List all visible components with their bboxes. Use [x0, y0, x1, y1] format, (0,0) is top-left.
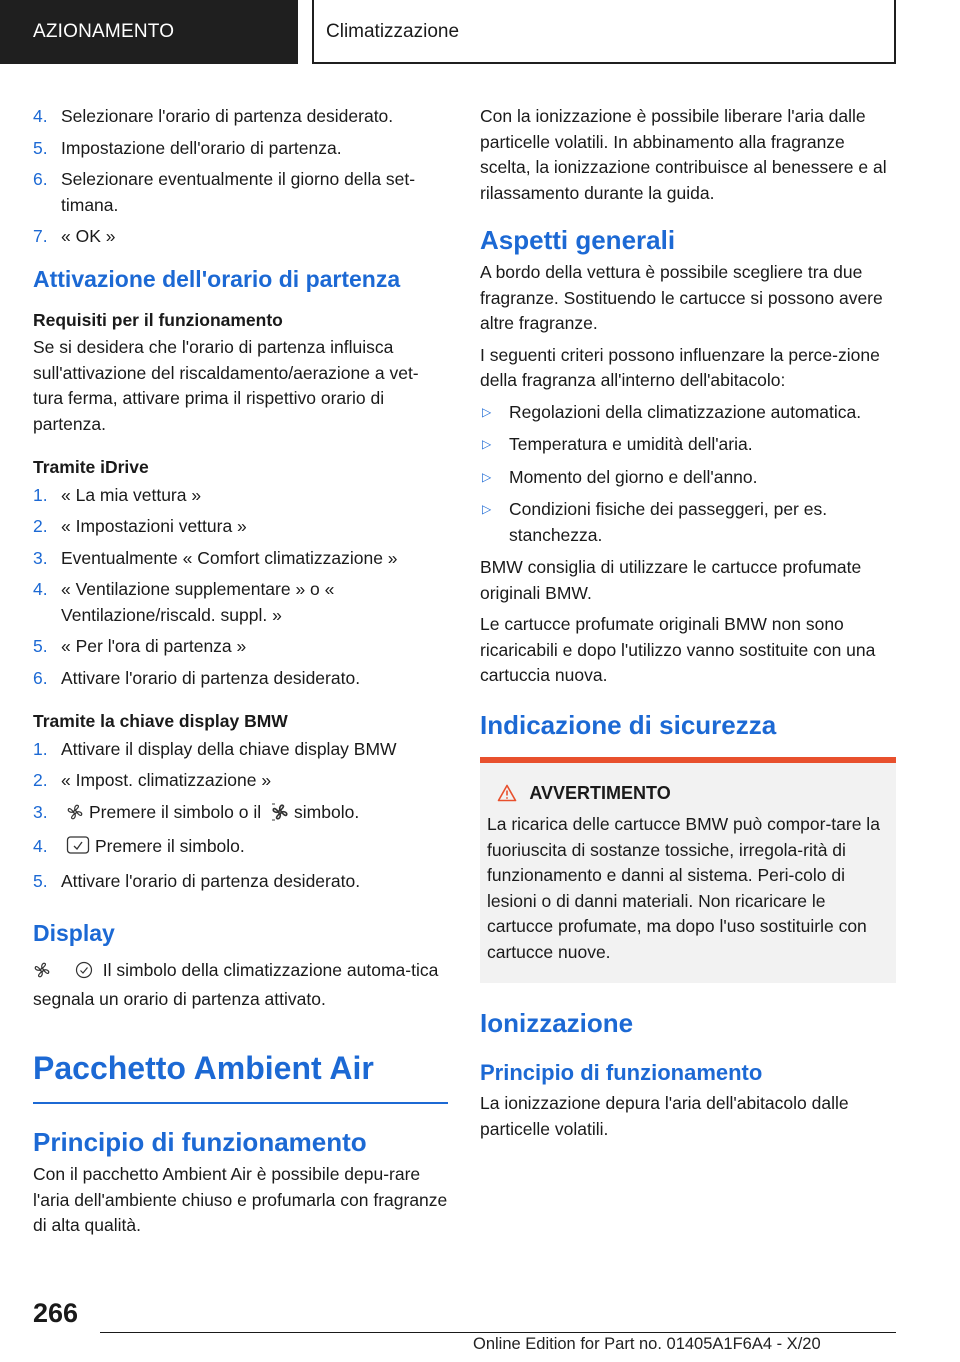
step-text: « Ventilazione supplementare » o « Ventilazione/riscald. suppl. »: [61, 579, 335, 625]
list-item: [480, 432, 896, 458]
step-text: Attivare l'orario di partenza desiderato.: [61, 870, 361, 891]
step-number: 5.: [33, 636, 48, 656]
list-item: [33, 546, 448, 572]
step-text-before: Premere il simbolo o il: [89, 801, 262, 822]
list-item: [33, 483, 448, 509]
display-text: Il simbolo della climatizzazione automa-tica segnala un orario di partenza attivato.: [33, 960, 439, 1009]
list-item: [33, 666, 448, 692]
key-steps-list: [33, 737, 448, 895]
criteria-text: Regolazioni della climatizzazione automatica.: [509, 401, 862, 422]
fan-icon: [33, 961, 51, 987]
step-number: 7.: [33, 226, 48, 246]
step-text: Eventualmente « Comfort climatizzazione »: [61, 547, 398, 568]
footer-edition-text: Online Edition for Part no. 01405A1F6A4 - X/20: [473, 1335, 821, 1353]
list-item: [33, 136, 448, 162]
check-circle-icon: [75, 961, 93, 987]
list-item: [33, 577, 448, 628]
step-text: Selezionare l'orario di partenza desiderato.: [61, 106, 394, 126]
step-text: « Impostazioni vettura »: [61, 516, 247, 536]
general-heading: Aspetti generali: [480, 225, 676, 255]
list-item: [480, 400, 896, 426]
step-number: 6.: [33, 169, 48, 189]
list-item: [33, 800, 448, 829]
step-number: 3.: [33, 801, 48, 822]
criteria-text: Condizioni fisiche dei passeggeri, per es. stanchezza.: [509, 499, 828, 545]
display-heading: Display: [33, 920, 115, 946]
step-number: 2.: [33, 516, 48, 536]
list-item: [480, 497, 896, 548]
requirements-heading: Requisiti per il funzionamento: [33, 309, 283, 330]
ionization-intro-text: Con la ionizzazione è possibile liberare l'aria dalle particelle volatili. In abbinamento alla fragranze scelta, la ionizzazione contribuisce al benessere e al rilassamento durante la guida.: [480, 106, 887, 203]
list-item: [33, 514, 448, 540]
key-heading: Tramite la chiave display BMW: [33, 711, 288, 731]
list-item: [33, 768, 448, 794]
fan-icon: [66, 803, 84, 829]
list-item: [33, 167, 448, 218]
idrive-heading: Tramite iDrive: [33, 457, 149, 477]
clock-button-icon: [66, 835, 90, 863]
header-chapter-label: Climatizzazione: [312, 0, 896, 64]
triangle-bullet-icon: ▷: [482, 502, 492, 516]
list-item: [33, 634, 448, 660]
list-item: [33, 224, 448, 250]
triangle-bullet-icon: ▷: [482, 469, 492, 484]
criteria-text: Momento del giorno e dell'anno.: [509, 466, 758, 487]
step-text: « La mia vettura »: [61, 484, 202, 505]
list-item: [33, 104, 448, 130]
warning-triangle-icon: [497, 783, 529, 803]
triangle-bullet-icon: ▷: [482, 404, 492, 419]
nonrefill-text: Le cartucce profumate originali BMW non sono ricaricabili e dopo l'utilizzo vanno sostituite con una cartuccia nuova.: [480, 614, 876, 685]
step-number: 1.: [33, 484, 48, 505]
fan-bold-icon: [271, 803, 289, 829]
step-number: 3.: [33, 547, 48, 568]
step-text: Attivare l'orario di partenza desiderato.: [61, 667, 361, 688]
step-text: « Per l'ora di partenza »: [61, 636, 247, 656]
list-item: [33, 869, 448, 895]
warning-title-row: [487, 781, 888, 807]
ion-principle-heading: Principio di funzionamento: [480, 1060, 763, 1085]
activation-heading: Attivazione dell'orario di partenza: [33, 265, 401, 292]
step-text: Attivare il display della chiave display BMW: [61, 738, 397, 759]
step-text: « OK »: [61, 226, 116, 246]
list-item: [33, 834, 448, 863]
step-text: Selezionare eventualmente il giorno della set-timana.: [61, 169, 416, 215]
step-number: 4.: [33, 579, 48, 599]
idrive-steps-list: [33, 483, 448, 692]
footer-divider: [100, 1332, 896, 1333]
step-number: 4.: [33, 836, 48, 856]
display-paragraph: [33, 958, 448, 1012]
step-number: 5.: [33, 137, 48, 158]
steps-top-list: [33, 104, 448, 250]
warning-box: [480, 757, 896, 984]
step-text-after: simbolo.: [294, 801, 360, 822]
step-number: 1.: [33, 738, 48, 759]
triangle-bullet-icon: ▷: [482, 437, 492, 451]
step-text: Impostazione dell'orario di partenza.: [61, 137, 342, 158]
step-number: 6.: [33, 667, 48, 688]
principle-text: Con il pacchetto Ambient Air è possibile depu-rare l'aria dell'ambiente chiuso e profumarla con fragranze di alta qualità.: [33, 1164, 448, 1235]
step-number: 4.: [33, 106, 48, 126]
step-text: « Impost. climatizzazione »: [61, 770, 272, 790]
page-number: 266: [33, 1298, 79, 1328]
left-column: [33, 104, 448, 1245]
right-column: [480, 104, 896, 1148]
ambient-air-heading: Pacchetto Ambient Air: [33, 1048, 448, 1104]
step-text: Premere il simbolo.: [95, 836, 245, 856]
header-section-label: AZIONAMENTO: [0, 0, 298, 64]
ion-principle-text: La ionizzazione depura l'aria dell'abitacolo dalle particelle volatili.: [480, 1093, 849, 1139]
general-text-1: A bordo della vettura è possibile scegliere tra due fragranze. Sostituendo le cartucce si possono avere altre fragranze.: [480, 262, 883, 333]
criteria-text: Temperatura e umidità dell'aria.: [509, 434, 753, 454]
warning-text: La ricarica delle cartucce BMW può compor-tare la fuoriuscita di sostanze tossiche, irregola-rità di funzionamento e danni al sistema. Peri-colo di lesioni o di danni materiali. Non ricaricare le cartucce profumate, ma dopo l'uso sostituirle con cartucce nuove.: [487, 814, 880, 962]
general-text-2: I seguenti criteri possono influenzare la perce-zione della fragranza all'interno dell'abitacolo:: [480, 344, 880, 390]
recommend-text: BMW consiglia di utilizzare le cartucce profumate originali BMW.: [480, 557, 862, 603]
step-number: 2.: [33, 770, 48, 790]
warning-title: AVVERTIMENTO: [529, 782, 671, 803]
criteria-list: [480, 400, 896, 549]
list-item: [33, 737, 448, 763]
requirements-text: Se si desidera che l'orario di partenza influisca sull'attivazione del riscaldamento/aerazione a vet-tura ferma, attivare prima il rispettivo orario di partenza.: [33, 337, 419, 434]
principle-heading: Principio di funzionamento: [33, 1127, 367, 1157]
list-item: [480, 465, 896, 491]
ionization-heading: Ionizzazione: [480, 1008, 634, 1038]
safety-heading: Indicazione di sicurezza: [480, 709, 777, 740]
step-number: 5.: [33, 870, 48, 891]
